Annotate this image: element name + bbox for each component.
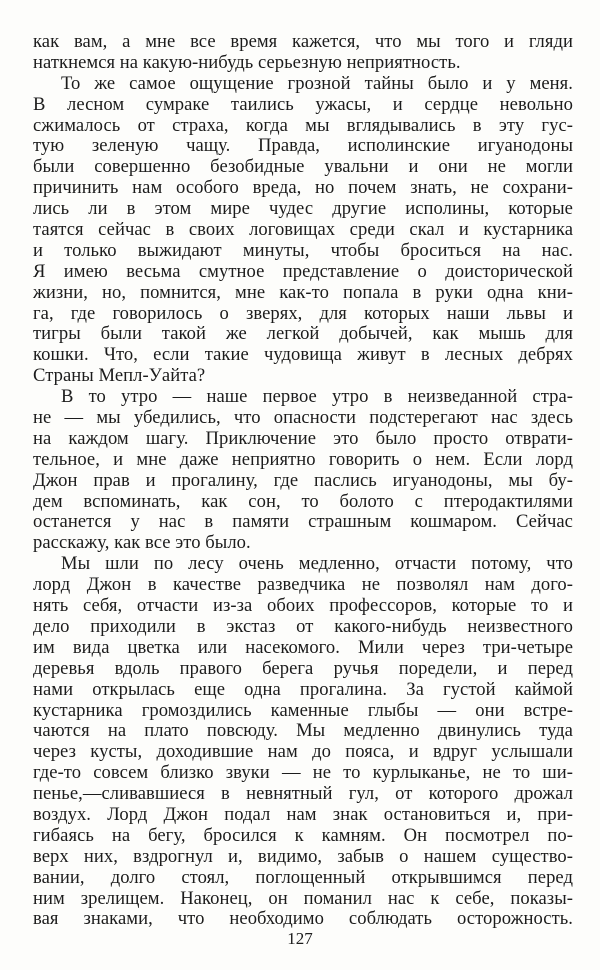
text-line: деревья вдоль правого берега ручья поредели, и перед bbox=[33, 657, 573, 679]
text-line: лорд Джон в качестве разведчика не позволял нам дого- bbox=[33, 574, 573, 596]
text-line: тигры были такой же легкой добычей, как мышь для bbox=[33, 323, 573, 345]
page-number: 127 bbox=[287, 929, 313, 948]
text-line: останется у нас в памяти страшным кошмаром. Сейчас bbox=[33, 511, 573, 533]
text-line: вании, долго стоял, поглощенный открывшимся перед bbox=[33, 866, 573, 888]
text-line: нять себя, отчасти из-за обоих профессоров, которые то и bbox=[33, 595, 573, 617]
text-line: не — мы убедились, что опасности подстерегают нас здесь bbox=[33, 407, 573, 429]
text-line: были совершенно безобидные увальни и они не могли bbox=[33, 156, 573, 178]
text-line: пенье,—сливавшиеся в невнятный гул, от которого дрожал bbox=[33, 783, 573, 805]
text-line: гибаясь на бегу, бросился к камням. Он посмотрел по- bbox=[33, 824, 573, 846]
text-line: им вида цветка или насекомого. Мили через три-четыре bbox=[33, 636, 573, 658]
text-line: В то утро — наше первое утро в неизведанной стра- bbox=[61, 386, 573, 408]
text-line: жизни, но, помнится, мне как-то попала в руки одна кни- bbox=[33, 281, 573, 303]
text-line: Мы шли по лесу очень медленно, отчасти потому, что bbox=[61, 553, 573, 575]
text-line: и только выжидают минуты, чтобы броситься на нас. bbox=[33, 239, 573, 261]
text-line: чаются на плато повсюду. Мы медленно двинулись туда bbox=[33, 720, 573, 742]
text-line: га, где говорилось о зверях, для которых наши львы и bbox=[33, 302, 573, 324]
text-line: где-то совсем близко звуки — не то курлыканье, не то ши- bbox=[33, 762, 573, 784]
text-line: вая знаками, что необходимо соблюдать осторожность. bbox=[33, 908, 573, 930]
text-line: То же самое ощущение грозной тайны было и у меня. bbox=[61, 72, 573, 94]
text-line: расскажу, как все это было. bbox=[33, 532, 251, 554]
text-line: ним зрелищем. Наконец, он поманил нас к себе, показы- bbox=[33, 887, 573, 909]
text-line: тельное, и мне даже неприятно говорить о нем. Если лорд bbox=[33, 448, 573, 470]
text-line: верх них, вздрогнул и, видимо, забыв о нашем существо- bbox=[33, 845, 573, 867]
text-line: кошки. Что, если такие чудовища живут в лесных дебрях bbox=[33, 344, 573, 366]
text-line: дело приходили в экстаз от какого-нибудь неизвестного bbox=[33, 615, 573, 637]
text-line: Джон прав и прогалину, где паслись игуанодоны, мы бу- bbox=[33, 469, 573, 491]
text-line: кустарника громоздились каменные глыбы — они встре- bbox=[33, 699, 573, 721]
text-line: В лесном сумраке таились ужасы, и сердце невольно bbox=[33, 93, 573, 115]
text-line: через кусты, доходившие нам до пояса, и вдруг услышали bbox=[33, 741, 573, 763]
text-line: тую зеленую чащу. Правда, исполинские игуанодоны bbox=[33, 135, 573, 157]
text-line: лись ли в этом мире чудес другие исполины, которые bbox=[33, 198, 573, 220]
body-text bbox=[33, 32, 573, 930]
text-line: нами открылась еще одна прогалина. За густой каймой bbox=[33, 678, 573, 700]
text-line: как вам, а мне все время кажется, что мы того и гляди bbox=[33, 31, 573, 52]
text-line: причинить нам особого вреда, но почем знать, не сохрани- bbox=[33, 177, 573, 199]
text-line: воздух. Лорд Джон подал нам знак остановиться и, при- bbox=[33, 803, 573, 825]
text-line: дем вспоминать, как сон, то болото с птеродактилями bbox=[33, 490, 573, 512]
text-line: Страны Мепл-Уайта? bbox=[33, 365, 206, 387]
text-line: наткнемся на какую-нибудь серьезную неприятность. bbox=[33, 51, 461, 73]
text-line: сжималось от страха, когда мы вглядывались в эту гус- bbox=[33, 114, 573, 136]
text-line: таятся сейчас в своих логовищах среди скал и кустарника bbox=[33, 219, 573, 241]
text-line: Я имею весьма смутное представление о доисторической bbox=[33, 260, 573, 282]
text-line: на каждом шагу. Приключение это было просто отврати- bbox=[33, 427, 573, 449]
